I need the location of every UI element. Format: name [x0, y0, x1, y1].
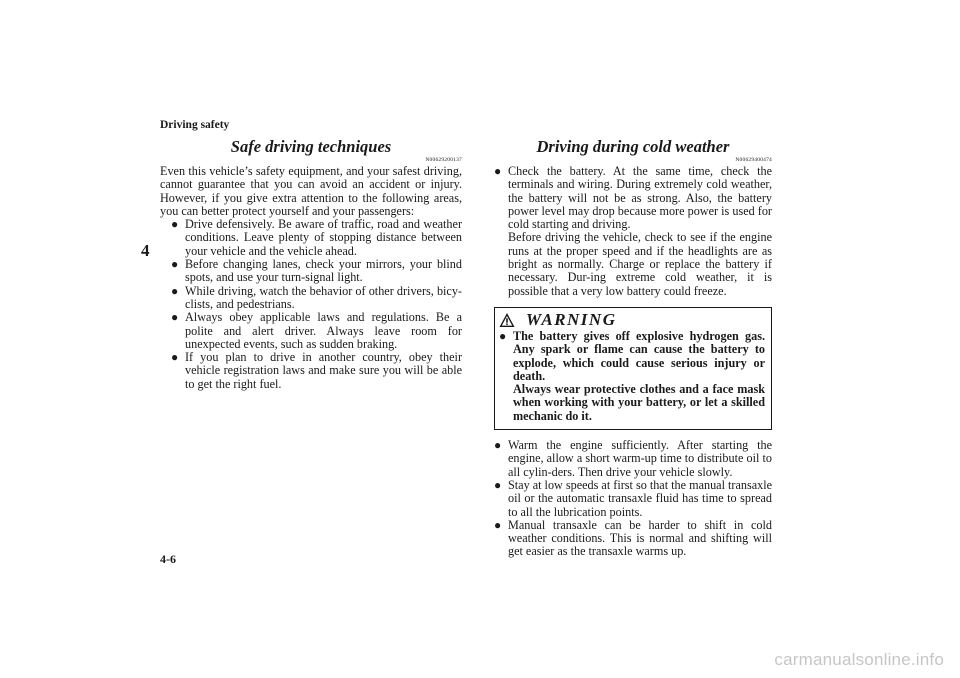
list-item: ● Warm the engine sufficiently. After starting the engine, allow a short warm-up time to distribute oil to all cylin-ders. Then drive your vehicle slowly.: [494, 438, 772, 479]
list-item: ● If you plan to drive in another country, obey their vehicle registration laws and make sure you will be able to get the right fuel.: [171, 350, 462, 391]
warning-header: [495, 308, 771, 330]
list-item: ● Check the battery. At the same time, check the terminals and wiring. During extremely cold weather, the battery will not be as strong. Also, the battery power level may drop because more power is used for cold starting and driving. Before driving the vehicle, check to see if the engine runs at the proper speed and if the headlights are as bright as normally. Charge or replace the battery if necessary. Dur-ing extreme cold weather, it is possible that a very low battery could freeze.: [494, 164, 772, 298]
list-item: ● The battery gives off explosive hydrogen gas. Any spark or flame can cause the battery to explode, which could cause serious injury or death. Always wear protective clothes and a face mask when working with your battery, or let a skilled mechanic do it.: [499, 328, 765, 423]
bullet-icon: ●: [171, 310, 179, 325]
bullet-icon: ●: [499, 328, 507, 343]
bullet-icon: ●: [494, 517, 502, 532]
warning-triangle-icon: [499, 312, 515, 328]
list-item: ● While driving, watch the behavior of other drivers, bicy-clists, and pedestrians.: [171, 283, 462, 311]
section-code: N00629200137: [425, 157, 462, 163]
bullet-icon: ●: [171, 350, 179, 365]
bullet-icon: ●: [494, 477, 502, 492]
bullet-icon: ●: [171, 283, 179, 298]
bullet-icon: ●: [171, 217, 179, 232]
intro-paragraph: Even this vehicle’s safety equipment, and your safest driving, cannot guarantee that you can avoid an accident or injury. However, if you give extra attention to the following areas, you can better protect yourself and your passengers:: [160, 164, 462, 218]
page-number: 4-6: [160, 552, 176, 566]
list-item: ● Always obey applicable laws and regulations. Be a polite and alert driver. Always leave room for unexpected events, such as sudden braking.: [171, 310, 462, 351]
warning-title: WARNING: [526, 310, 617, 330]
left-column: [160, 138, 462, 391]
cold-weather-list-bottom: [494, 439, 772, 559]
section-title-safe-driving: Safe driving techniques: [230, 137, 392, 156]
section-title-cold-weather: Driving during cold weather: [536, 137, 730, 156]
cold-weather-list-top: [494, 165, 772, 298]
list-item: ● Drive defensively. Be aware of traffic, road and weather conditions. Leave plenty of stopping distance between your vehicle and the vehicle ahead.: [171, 217, 462, 258]
right-column: [494, 138, 772, 559]
warning-list: [495, 330, 771, 423]
watermark: carmanualsonline.info: [774, 650, 944, 669]
section-code: N00629400474: [735, 157, 772, 163]
bullet-icon: ●: [171, 257, 179, 272]
running-header: Driving safety: [160, 119, 230, 131]
safe-driving-list: [160, 218, 462, 391]
list-item: ● Before changing lanes, check your mirrors, your blind spots, and use your turn-signal light.: [171, 257, 462, 285]
bullet-icon: ●: [494, 438, 502, 453]
bullet-icon: ●: [494, 164, 502, 178]
warning-box: [494, 307, 772, 430]
chapter-tab: 4: [141, 241, 150, 260]
list-item: ● Manual transaxle can be harder to shift in cold weather conditions. This is normal and shifting will get easier as the transaxle warms up.: [494, 517, 772, 559]
list-item: ● Stay at low speeds at first so that the manual transaxle oil or the automatic transaxle fluid has time to spread to all the lubrication points.: [494, 477, 772, 519]
